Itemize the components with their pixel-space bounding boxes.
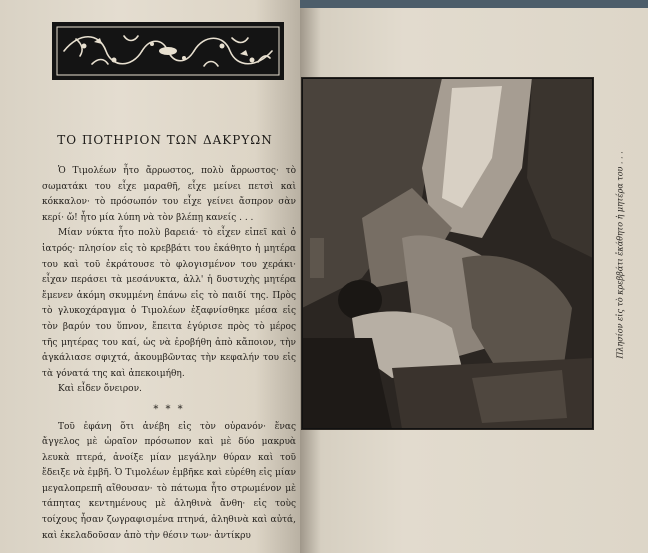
cover-edge — [300, 0, 648, 8]
illustration-caption — [612, 120, 628, 390]
paragraph: Καὶ εἶδεν ὄνειρον. — [58, 384, 142, 395]
ornamental-headpiece — [52, 22, 284, 80]
chapter-text — [42, 164, 296, 544]
caption-text: Πλησίον εἰς τὸ κρεββάτι ἐκάθητο ἡ μητέρα του . . . — [615, 151, 625, 359]
chapter-title: ΤΟ ΠΟΤΗΡΙΟΝ ΤΩΝ ΔΑΚΡΥΩΝ — [57, 133, 273, 147]
asterism-divider: * * * — [153, 403, 185, 415]
paragraph: Ὁ Τιμολέων ἦτο ἄρρωστος, πολὺ ἄρρωστος· τὸ σωματάκι του εἶχε μαραθῆ, εἶχε μείνει πετσὶ καὶ κόκκαλον· τὸ πρόσωπόν του εἶχε γείνει ἄσπρον σὰν κερί· ὤ! ἦτο μία λύπη νὰ τὸν βλέπῃ κανείς . . . — [42, 166, 296, 223]
paragraph: Μίαν νύκτα ἦτο πολὺ βαρειά· τὸ εἶχεν εἰπεῖ καὶ ὁ ἰατρός· πλησίον εἰς τὸ κρεββάτι του ἐκάθητο ἡ μητέρα του καὶ τοῦ ἐκράτουσε τὸ φλογισμένον του χεράκι· εἶχαν περάσει τὰ μεσάνυκτα, ἀλλ' ἡ δυστυχὴς μητέρα ἔμενεν ἀκόμη σκυμμένη ἐπάνω εἰς τὸ παιδί της. Πρὸς τὸ γλυκοχάραγμα ὁ Τιμολέων ἐξαφνίσθηκε μέσα εἰς τὸν βαρύν του ὕπνον, ἔπειτα ἐγύρισε πρὸς τὸ μέρος τῆς μητέρας του καί, ὡς νὰ ἐροβήθη ἀπὸ κἄποιον, τὴν ἀγκάλιασε σφιχτά, ἀκουμβῶντας τὴν κεφαλήν του εἰς τὰ γόνατά της καὶ ἀπεκοιμήθη. — [42, 228, 296, 379]
paragraph: Τοῦ ἐφάνη ὅτι ἀνέβη εἰς τὸν οὐρανόν· ἕνας ἄγγελος μὲ ὡραῖον πρόσωπον καὶ μὲ δύο μακρυὰ λευκὰ πτερά, ἀνοίξε μίαν μεγάλην θύραν καὶ τοῦ ἔδειξε νὰ ἐμβῆ. Ὁ Τιμολέων ἐμβῆκε καὶ εὑρέθη εἰς μίαν μεγαλοπρεπῆ αἴθουσαν· τὸ πάτωμα ἦτο στρωμένον μὲ τάπητας κεντημένους μὲ ἀληθινὰ ἄνθη· εἰς τοὺς τοίχους ἦσαν ζωγραφισμένα πτηνά, ἀληθινὰ καὶ αὐτά, καὶ ἐκελαδοῦσαν ἀπὸ τὴν θέσιν των· ἀντίκρυ — [42, 421, 296, 541]
left-page — [0, 0, 300, 553]
illustration-mother-and-child — [301, 77, 594, 430]
